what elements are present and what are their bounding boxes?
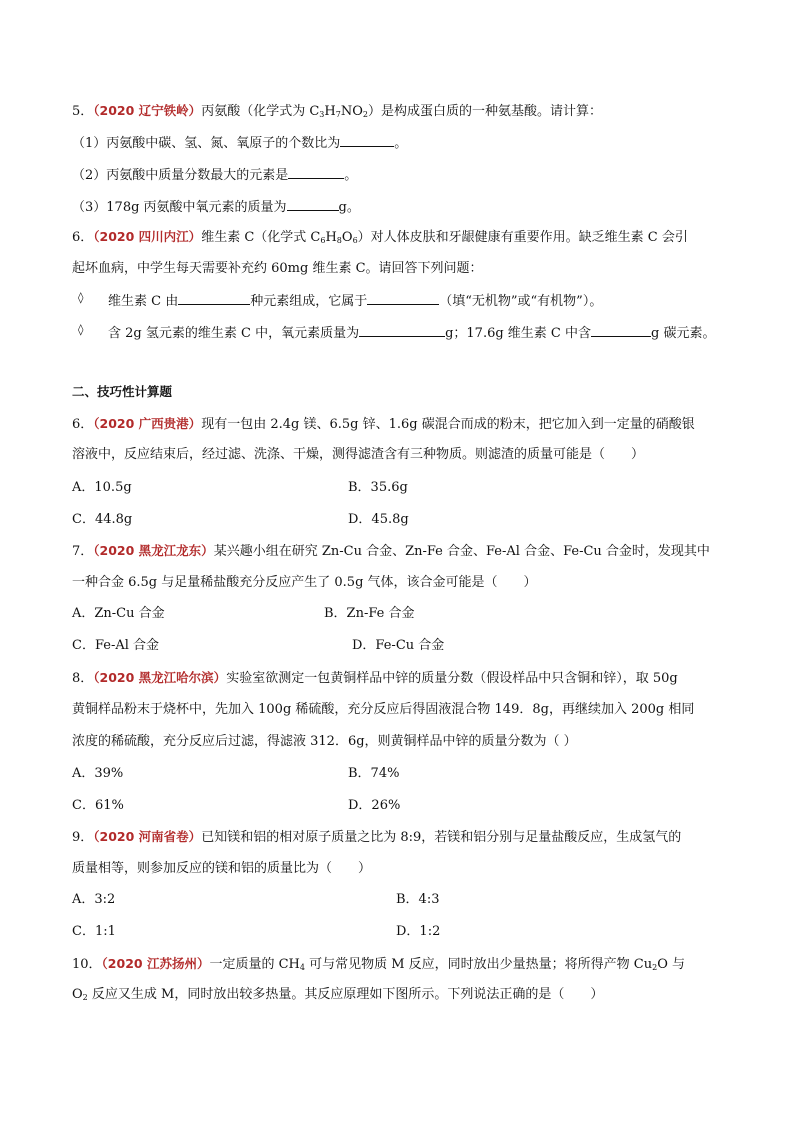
q6a-item1 — [108, 291, 602, 309]
q6a-stem-line1 — [72, 228, 688, 246]
part-text: g。 — [338, 200, 360, 215]
stem-text: 一种合金 6.5g 与足量稀盐酸充分反应产生了 0.5g 气体，该合金可能是（ ） — [72, 575, 537, 590]
option-a[interactable]: A．Zn-Cu 合金 — [72, 606, 165, 621]
stem-text: 某兴趣小组在研究 Zn-Cu 合金、Zn-Fe 合金、Fe-Al 合金、Fe-Cu 合金时，发现其中 — [213, 544, 710, 559]
subscript: 4 — [299, 963, 305, 972]
question-number: 5． — [72, 104, 94, 119]
question-number: 6． — [72, 230, 94, 245]
option-c[interactable]: C．Fe-Al 合金 — [72, 638, 160, 653]
subscript: 2 — [362, 110, 368, 119]
stem-text: ）是构成蛋白质的一种氨基酸。请计算： — [367, 104, 602, 119]
section-heading: 二、技巧性计算题 — [72, 384, 173, 399]
stem-text: 可与常见物质 M 反应，同时放出少量热量；将所得产物 Cu — [304, 957, 653, 972]
q7-stem-line2 — [72, 574, 537, 592]
option-b[interactable]: B．35.6g — [348, 480, 408, 495]
stem-text: 黄铜样品粉末于烧杯中，先加入 100g 稀硫酸，充分反应后得固液混合物 149．8g，再继续加入 200g 相同 — [72, 702, 695, 717]
q5-part2 — [72, 165, 357, 183]
item-text: g 碳元素。 — [651, 326, 716, 341]
stem-text: 已知镁和铝的相对原子质量之比为 8:9，若镁和铝分别与足量盐酸反应，生成氢气的 — [201, 830, 682, 845]
part-text: 。 — [344, 168, 358, 183]
answer-blank[interactable] — [288, 165, 344, 179]
option-d[interactable]: D．1:2 — [396, 924, 441, 939]
stem-text: 反应又生成 M，同时放出较多热量。其反应原理如下图所示。下列说法正确的是（ ） — [87, 987, 604, 1002]
option-a[interactable]: A．10.5g — [72, 480, 132, 495]
subscript: 3 — [319, 110, 325, 119]
option-c[interactable]: C．61% — [72, 798, 124, 813]
bullet-icon: ◊ — [78, 291, 84, 304]
answer-blank[interactable] — [340, 133, 394, 147]
q8-stem-line3 — [72, 733, 577, 751]
stem-text: H — [325, 230, 337, 245]
option-d[interactable]: D．Fe-Cu 合金 — [352, 638, 445, 653]
q9-stem-line2 — [72, 860, 371, 878]
subscript: 8 — [336, 236, 342, 245]
bullet-icon: ◊ — [78, 323, 84, 336]
stem-text: H — [324, 104, 336, 119]
source-tag: （2020 辽宁铁岭） — [93, 103, 202, 118]
subscript: 2 — [652, 963, 658, 972]
stem-text: O — [341, 230, 353, 245]
q10-stem-line2 — [72, 986, 603, 1004]
question-number: 8． — [72, 671, 94, 686]
subscript: 6 — [352, 236, 358, 245]
part-text: 。 — [394, 136, 408, 151]
stem-text: 维生素 C（化学式 C — [201, 230, 321, 245]
option-b[interactable]: B．74% — [348, 766, 400, 781]
q10-stem-line1 — [72, 955, 685, 973]
option-a[interactable]: A．39% — [72, 766, 124, 781]
source-tag: （2020 四川内江） — [93, 229, 202, 244]
option-d[interactable]: D．45.8g — [348, 512, 409, 527]
answer-blank[interactable] — [287, 197, 339, 211]
q8-stem-line2 — [72, 701, 694, 719]
answer-blank[interactable] — [367, 291, 439, 305]
q6b-stem-line1 — [72, 415, 695, 433]
stem-text: O — [72, 987, 83, 1002]
item-text: （填“无机物”或“有机物”）。 — [439, 294, 603, 309]
part-text: （3）178g 丙氨酸中氧元素的质量为 — [72, 200, 287, 215]
option-b[interactable]: B．Zn-Fe 合金 — [324, 606, 415, 621]
stem-text: 质量相等，则参加反应的镁和铝的质量比为（ ） — [72, 861, 372, 876]
q6a-item2 — [108, 323, 715, 341]
q6a-stem-line2 — [72, 260, 483, 278]
option-c[interactable]: C．44.8g — [72, 512, 133, 527]
answer-blank[interactable] — [359, 323, 445, 337]
stem-text: 溶液中，反应结束后，经过滤、洗涤、干燥，测得滤渣含有三种物质。则滤渣的质量可能是（ ） — [72, 447, 645, 462]
item-text: 种元素组成，它属于 — [250, 294, 368, 309]
stem-text: 一定质量的 CH — [209, 957, 300, 972]
stem-text: 起坏血病，中学生每天需要补充约 60mg 维生素 C。请回答下列问题： — [72, 261, 483, 276]
q7-stem-line1 — [72, 542, 710, 560]
part-text: （1）丙氨酸中碳、氢、氮、氧原子的个数比为 — [72, 136, 341, 151]
question-number: 10． — [72, 957, 102, 972]
subscript: 2 — [82, 993, 88, 1002]
stem-text: 丙氨酸（化学式为 C — [201, 104, 320, 119]
q5-part3 — [72, 197, 360, 215]
q6b-stem-line2 — [72, 446, 644, 464]
stem-text: O 与 — [657, 957, 686, 972]
subscript: 7 — [335, 110, 341, 119]
stem-text: NO — [340, 104, 363, 119]
question-number: 9． — [72, 830, 94, 845]
question-number: 7． — [72, 544, 94, 559]
stem-text: 现有一包由 2.4g 镁、6.5g 锌、1.6g 碳混合而成的粉末，把它加入到一定量的硝酸银 — [201, 417, 695, 432]
answer-blank[interactable] — [178, 291, 250, 305]
option-a[interactable]: A．3:2 — [72, 892, 116, 907]
q5-part1 — [72, 133, 407, 151]
stem-text: 实验室欲测定一包黄铜样品中锌的质量分数（假设样品中只含铜和锌），取 50g — [226, 671, 678, 686]
stem-text: 浓度的稀硫酸，充分反应后过滤，得滤液 312．6g，则黄铜样品中锌的质量分数为（ ） — [72, 734, 577, 749]
q8-stem-line1 — [72, 669, 678, 687]
source-tag: （2020 江苏扬州） — [101, 956, 210, 971]
q5-stem — [72, 102, 602, 120]
question-number: 6． — [72, 417, 94, 432]
source-tag: （2020 河南省卷） — [93, 829, 202, 844]
option-b[interactable]: B．4:3 — [396, 892, 440, 907]
stem-text: ）对人体皮肤和牙龈健康有重要作用。缺乏维生素 C 会引 — [357, 230, 688, 245]
option-d[interactable]: D．26% — [348, 798, 401, 813]
part-text: （2）丙氨酸中质量分数最大的元素是 — [72, 168, 289, 183]
item-text: 维生素 C 由 — [108, 294, 179, 309]
answer-blank[interactable] — [591, 323, 651, 337]
option-c[interactable]: C．1:1 — [72, 924, 116, 939]
source-tag: （2020 黑龙江龙东） — [93, 543, 214, 558]
item-text: 含 2g 氢元素的维生素 C 中，氧元素质量为 — [108, 326, 360, 341]
source-tag: （2020 广西贵港） — [93, 416, 202, 431]
q9-stem-line1 — [72, 828, 681, 846]
item-text: g；17.6g 维生素 C 中含 — [445, 326, 592, 341]
source-tag: （2020 黑龙江哈尔滨） — [93, 670, 227, 685]
subscript: 6 — [320, 236, 326, 245]
